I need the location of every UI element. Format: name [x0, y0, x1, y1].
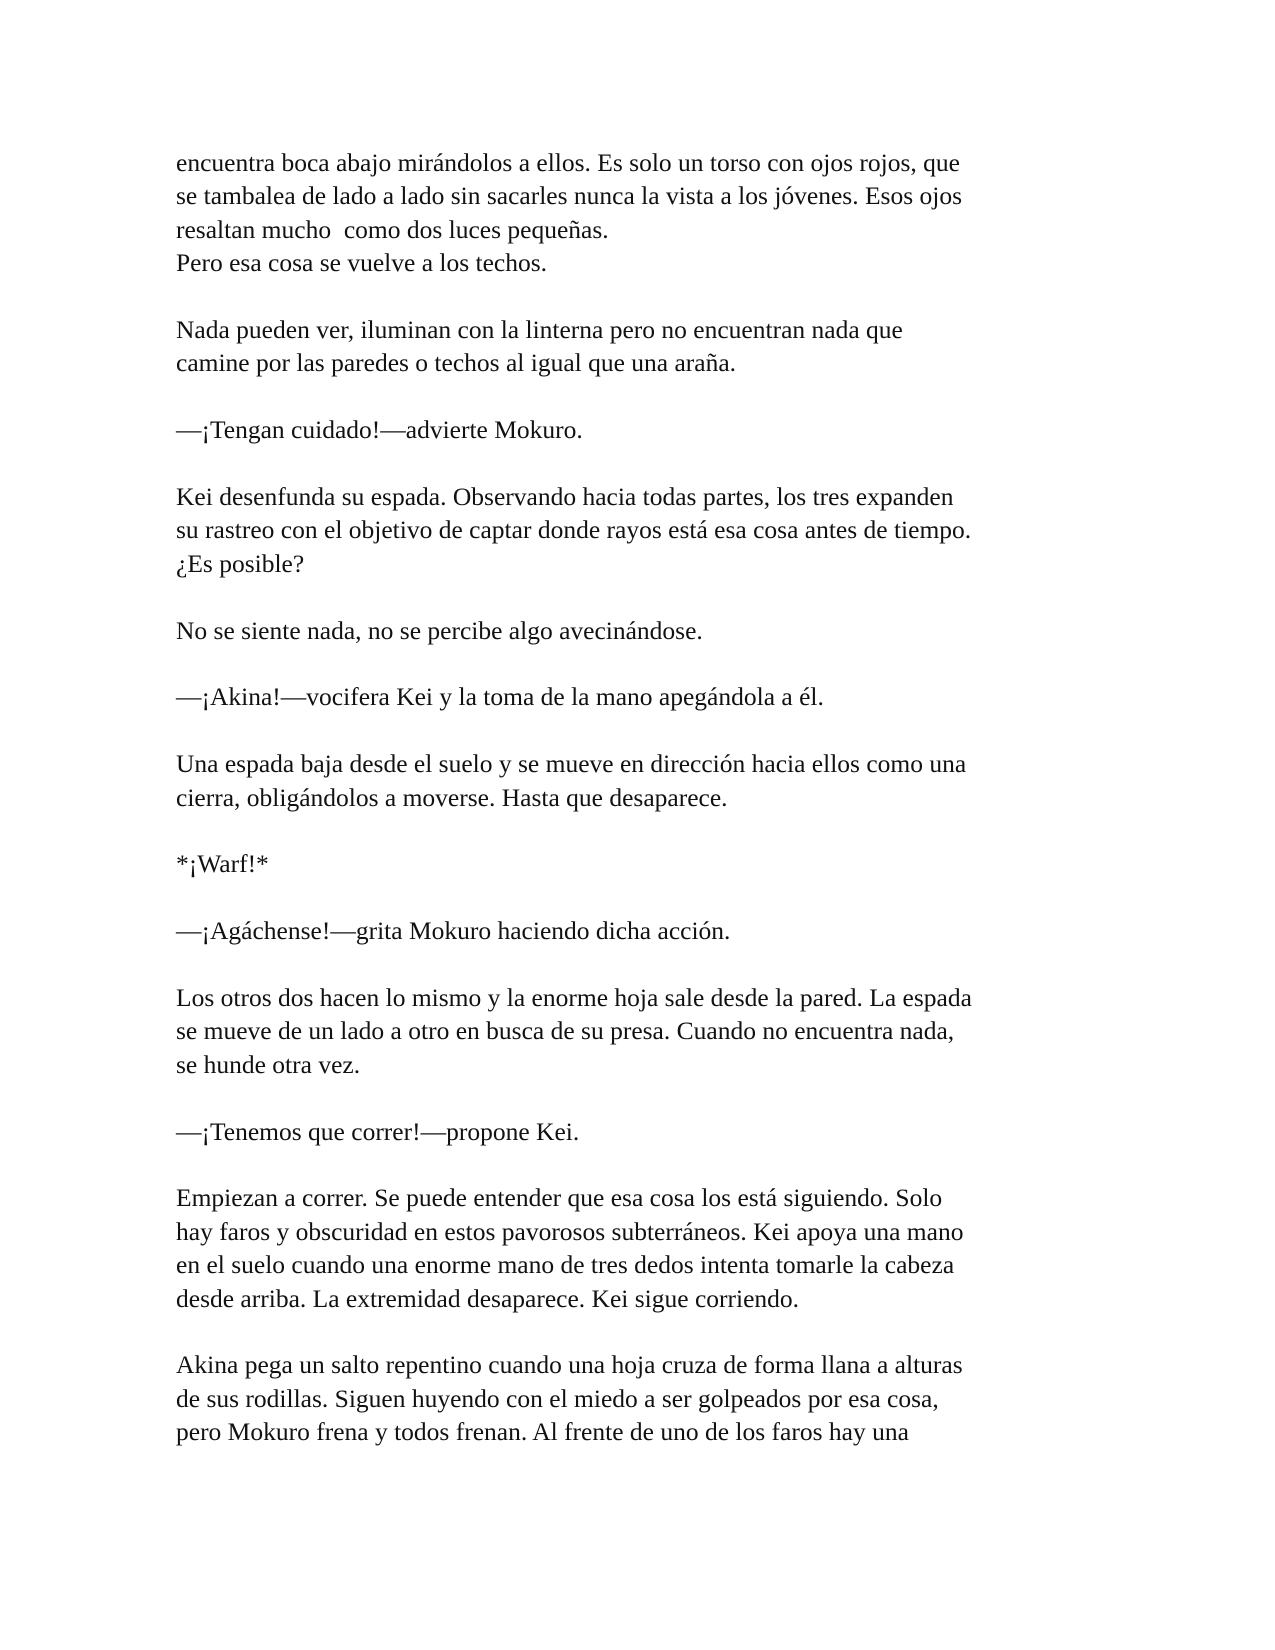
- text-line: pero Mokuro frena y todos frenan. Al frente de uno de los faros hay una: [176, 1417, 909, 1447]
- text-line: No se siente nada, no se percibe algo avecinándose.: [176, 615, 703, 645]
- text-line: —¡Akina!—vocifera Kei y la toma de la mano apegándola a él.: [176, 682, 824, 712]
- text-line: —¡Tengan cuidado!—advierte Mokuro.: [176, 415, 583, 445]
- text-line: resaltan mucho como dos luces pequeñas.: [176, 214, 609, 244]
- text-line: hay faros y obscuridad en estos pavorosos subterráneos. Kei apoya una mano: [176, 1216, 964, 1246]
- paragraph: [176, 614, 1096, 647]
- text-line: se mueve de un lado a otro en busca de su presa. Cuando no encuentra nada,: [176, 1016, 955, 1046]
- text-line: ¿Es posible?: [176, 548, 305, 578]
- text-line: encuentra boca abajo mirándolos a ellos. Es solo un torso con ojos rojos, que: [176, 148, 960, 177]
- text-line: Empiezan a correr. Se puede entender que esa cosa los está siguiendo. Solo: [176, 1183, 943, 1213]
- paragraph: [176, 146, 1096, 280]
- paragraph: [176, 680, 1096, 713]
- paragraph: [176, 914, 1096, 947]
- text-line: su rastreo con el objetivo de captar donde rayos está esa cosa antes de tiempo.: [176, 515, 972, 545]
- text-line: se hunde otra vez.: [176, 1049, 361, 1079]
- text-line: se tambalea de lado a lado sin sacarles nunca la vista a los jóvenes. Esos ojos: [176, 181, 963, 211]
- paragraph: [176, 413, 1096, 446]
- text-line: desde arriba. La extremidad desaparece. Kei sigue corriendo.: [176, 1283, 800, 1313]
- text-line: en el suelo cuando una enorme mano de tres dedos intenta tomarle la cabeza: [176, 1250, 955, 1280]
- text-line: —¡Tenemos que correr!—propone Kei.: [176, 1116, 580, 1146]
- paragraph: [176, 1348, 1096, 1448]
- text-line: Una espada baja desde el suelo y se mueve en dirección hacia ellos como una: [176, 749, 967, 779]
- text-line: Pero esa cosa se vuelve a los techos.: [176, 248, 548, 278]
- paragraph: [176, 313, 1096, 380]
- text-line: *¡Warf!*: [176, 849, 269, 879]
- text-line: Los otros dos hacen lo mismo y la enorme hoja sale desde la pared. La espada: [176, 983, 972, 1013]
- text-line: cierra, obligándolos a moverse. Hasta que desaparece.: [176, 782, 728, 812]
- paragraph: [176, 847, 1096, 880]
- paragraph: [176, 981, 1096, 1081]
- paragraph: [176, 747, 1096, 814]
- text-line: Kei desenfunda su espada. Observando hacia todas partes, los tres expanden: [176, 482, 954, 512]
- body-text: [176, 146, 1096, 1482]
- text-line: de sus rodillas. Siguen huyendo con el miedo a ser golpeados por esa cosa,: [176, 1383, 939, 1413]
- text-line: Akina pega un salto repentino cuando una hoja cruza de forma llana a alturas: [176, 1350, 963, 1380]
- paragraph: [176, 1115, 1096, 1148]
- text-line: camine por las paredes o techos al igual que una araña.: [176, 348, 737, 378]
- paragraph: [176, 1181, 1096, 1315]
- text-line: Nada pueden ver, iluminan con la linterna pero no encuentran nada que: [176, 315, 903, 345]
- paragraph: [176, 480, 1096, 580]
- text-line: —¡Agáchense!—grita Mokuro haciendo dicha acción.: [176, 916, 731, 946]
